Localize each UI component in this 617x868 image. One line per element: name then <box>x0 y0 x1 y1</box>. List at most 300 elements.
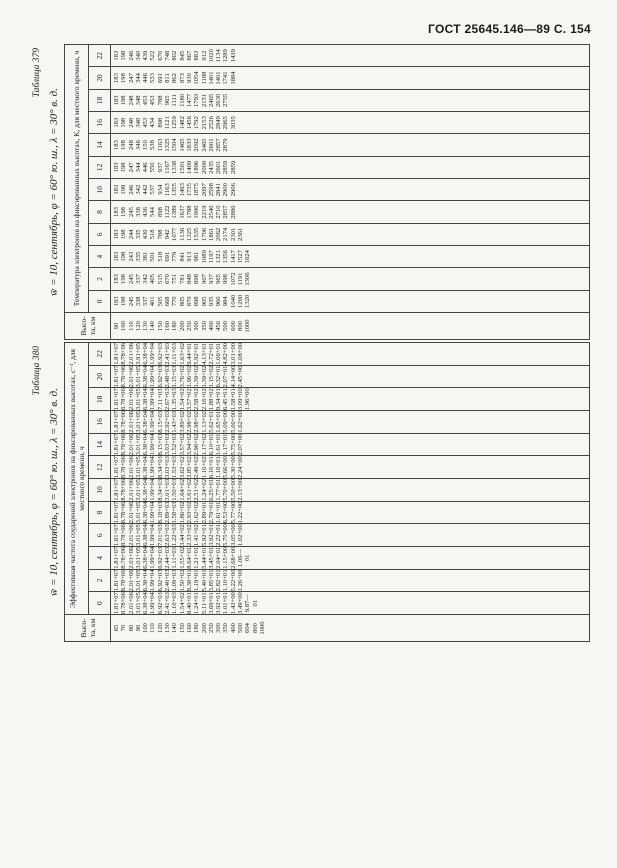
table-value: 912 <box>200 50 208 61</box>
table-value: 2857 <box>222 205 230 219</box>
hour-column-header: 4 <box>89 547 111 570</box>
table-value: 2.13+00 <box>237 478 245 501</box>
table-value: 691 <box>164 251 172 262</box>
table-value: 2.01+06 <box>127 388 135 411</box>
table-value: 2.96+02 <box>193 433 201 456</box>
table-value: 3.57+02 <box>178 433 186 456</box>
value-column-cell <box>111 479 590 502</box>
table-value: 2.58+02 <box>193 388 201 411</box>
table-value: 1482 <box>178 116 186 130</box>
table-value: 9.87—01 <box>244 594 259 613</box>
value-column-cell <box>111 524 590 547</box>
table-value: 5.75+00 <box>222 524 230 547</box>
table-value: 2.01+06 <box>127 410 135 433</box>
table-value: 2.92+03 <box>164 410 172 433</box>
value-column-cell <box>111 45 590 67</box>
table-value: 335 <box>134 251 142 262</box>
table-value: 841 <box>178 251 186 262</box>
table-value: 348 <box>134 117 142 128</box>
table-value: 2.41+03 <box>164 342 172 365</box>
table-value: 335 <box>134 229 142 240</box>
table-value: 2.01+06 <box>127 478 135 501</box>
table-value: 8.78+06 <box>120 410 128 433</box>
hour-column-header: 22 <box>89 45 111 67</box>
table-value: 1527 <box>237 250 245 264</box>
table-value: 1200 <box>237 294 245 308</box>
table-value: 848 <box>185 274 193 284</box>
table-value: 1833 <box>185 138 193 152</box>
hour-column-header: 0 <box>89 592 111 615</box>
height-values-cell <box>111 313 590 340</box>
hour-column-header: 0 <box>89 290 111 312</box>
table-value: 243 <box>127 251 135 262</box>
table-value: 522 <box>149 50 157 61</box>
table-value: 198 <box>120 251 128 262</box>
table-value: 1637 <box>178 205 186 219</box>
hour-column-header: 10 <box>89 479 111 502</box>
table-value: 1.99+04 <box>149 456 157 479</box>
table-value: 9.34+01 <box>215 388 223 411</box>
table-value: 2.98+02 <box>185 410 193 433</box>
table-value: 3.01+05 <box>134 546 142 569</box>
table-value: 439 <box>142 50 150 61</box>
table-value: 2153 <box>200 116 208 130</box>
table-value: 1136 <box>178 227 186 241</box>
table-value: 453 <box>142 95 150 106</box>
table-value: 5.22+00 <box>229 569 237 592</box>
value-column-cell <box>111 246 590 268</box>
table-value: 2710 <box>215 205 223 219</box>
table-value: 518 <box>156 251 164 262</box>
table-value: 1.63+02 <box>178 342 186 365</box>
table-value: 913 <box>185 251 193 262</box>
table-value: 1.81+07 <box>113 592 120 614</box>
table-value: 2755 <box>222 93 230 107</box>
table-value: 246 <box>127 50 135 61</box>
table-value: 2.04+01 <box>215 546 223 569</box>
table-value: 6.16+01 <box>207 456 215 479</box>
height-value: 500 <box>237 623 245 633</box>
table-subtitle: Эффективная частота соударений электронов на фиксированных высотах, с⁻¹, для местного времени, ч <box>65 343 89 615</box>
table-value: 537 <box>149 184 157 195</box>
table-value: 1180 <box>178 93 186 107</box>
table-value: 1191 <box>237 272 245 286</box>
table-value: 6.38+04 <box>142 365 150 388</box>
table-value: 1401 <box>215 71 223 85</box>
table-value: 7.01+03 <box>156 524 164 547</box>
table-value: 6.38+04 <box>142 569 150 592</box>
table-value: 6.25+01 <box>207 478 215 501</box>
table-value: 1.54+02 <box>178 592 186 614</box>
table-value: 198 <box>120 296 128 307</box>
table-379-block <box>30 44 590 340</box>
table-value: 873 <box>178 73 186 83</box>
value-column-cell <box>111 592 590 615</box>
table-value: 898 <box>193 274 201 284</box>
height-value: 200 <box>200 623 208 633</box>
table-value: 5.92+01 <box>200 524 208 547</box>
table-value: 2.98+02 <box>193 410 201 433</box>
hour-column-header: 12 <box>89 156 111 178</box>
table-value: 1.88+02 <box>207 388 215 411</box>
table-value: 1.99+04 <box>149 546 157 569</box>
table-value: 505 <box>156 296 164 307</box>
table-value: 3.01+05 <box>134 410 142 433</box>
table-value: 248 <box>127 95 135 106</box>
table-value: 453 <box>142 117 150 128</box>
table-value: 2.01+06 <box>127 501 135 524</box>
table-value: 2857 <box>215 138 223 152</box>
table-value: 337 <box>134 274 142 284</box>
table-value: 3.89+02 <box>178 410 186 433</box>
table-value: 867 <box>185 50 193 61</box>
table-value: 981 <box>193 251 201 262</box>
table-380-block <box>30 342 590 642</box>
table-value: 183 <box>113 229 120 240</box>
table-value: 5.30+00 <box>229 456 237 479</box>
height-value: 140 <box>171 623 179 633</box>
table-value: 1197 <box>207 250 215 264</box>
table-value: 870 <box>185 296 193 307</box>
table-value: 1.81+07 <box>113 365 120 388</box>
table-value: 6.92+03 <box>156 342 164 365</box>
table-value: 3.01+05 <box>134 478 142 501</box>
table-value: 405 <box>149 274 157 284</box>
table-value: 2.45+00 <box>237 365 245 388</box>
table-value: 1134 <box>215 49 223 63</box>
table-value: 1.53+03 <box>171 456 179 479</box>
table-value: 1.21+01 <box>193 546 201 569</box>
table-value: 2.22+01 <box>215 524 223 547</box>
table-value: 1.99+04 <box>149 501 157 524</box>
table-value: 344 <box>134 162 142 173</box>
table-value: 802 <box>171 50 179 61</box>
table-value: 2841 <box>215 183 223 197</box>
height-value: 800 <box>237 321 245 331</box>
table-value: 2361 <box>237 227 245 241</box>
table-value: 3.61+02 <box>185 478 193 501</box>
table-value: 1.65+01 <box>215 410 223 433</box>
data-table <box>64 44 590 340</box>
table-value: 1.10+01 <box>222 569 230 592</box>
table-value: 2.82+01 <box>215 569 223 592</box>
table-value: 337 <box>142 296 150 307</box>
table-value: 1.02+00 <box>237 524 245 547</box>
table-value: 183 <box>113 117 120 128</box>
table-value: 770 <box>171 296 179 307</box>
table-value: 935 <box>207 296 215 307</box>
hour-column-header: 14 <box>89 134 111 156</box>
table-value: 338 <box>134 296 142 307</box>
table-value: 198 <box>120 73 128 83</box>
table-value: 1.81+07 <box>113 433 120 456</box>
table-value: 248 <box>127 117 135 128</box>
height-value: 300 <box>215 623 223 633</box>
height-value: 400 <box>229 623 237 633</box>
table-value: 1504 <box>171 138 179 152</box>
table-value: 1.39+02 <box>200 365 208 388</box>
value-column-cell <box>111 411 590 434</box>
table-value: 2465 <box>207 93 215 107</box>
height-value: 130 <box>142 321 150 331</box>
table-value: 937 <box>207 274 215 284</box>
table-value: 1.81+07 <box>113 569 120 592</box>
table-value: 2598 <box>207 183 215 197</box>
height-value: 120 <box>156 623 164 633</box>
table-value: 1163 <box>156 138 164 152</box>
table-value: 1054 <box>193 71 201 85</box>
height-value: 90 <box>113 322 120 330</box>
table-value: 1325 <box>185 227 193 241</box>
table-value: 8.78+06 <box>120 592 128 614</box>
table-value: 518 <box>149 229 157 240</box>
table-value: 1.15+00 <box>222 546 230 569</box>
table-value: 3.76+02 <box>178 365 186 388</box>
table-value: 501 <box>149 251 157 262</box>
table-value: 8.78+06 <box>120 365 128 388</box>
table-value: 4.14+00 <box>229 365 237 388</box>
table-value: 3.01+05 <box>134 592 142 614</box>
table-value: 198 <box>120 117 128 128</box>
table-value: 3.01+05 <box>134 524 142 547</box>
table-value: 2.24+00 <box>237 456 245 479</box>
height-value: 70 <box>120 624 128 632</box>
hour-column-header: 20 <box>89 365 111 388</box>
table-value: 2.01+06 <box>127 365 135 388</box>
table-value: 446 <box>142 162 150 173</box>
table-value: 788 <box>156 229 164 240</box>
table-value: 198 <box>120 229 128 240</box>
data-table <box>64 342 590 642</box>
table-value: 2.93+02 <box>185 501 193 524</box>
height-column-header: Высо- та, км <box>65 615 111 642</box>
hour-column-header: 8 <box>89 501 111 524</box>
hour-column-header: 14 <box>89 433 111 456</box>
table-value: 2906 <box>229 183 237 197</box>
height-value: 150 <box>156 321 164 331</box>
table-value: 183 <box>113 207 120 217</box>
table-value: 1.43+03 <box>171 410 179 433</box>
table-value: 2859 <box>222 160 230 174</box>
table-value: 2174 <box>222 227 230 241</box>
table-value: 1.81+07 <box>113 456 120 479</box>
table-value: 2965 <box>222 116 230 130</box>
height-value: 350 <box>222 623 230 633</box>
table-value: 381 <box>142 251 150 262</box>
table-value: 3.01+03 <box>164 478 172 501</box>
table-value: 2.01+06 <box>127 546 135 569</box>
table-value: 6.38+04 <box>142 524 150 547</box>
value-column-cell <box>111 223 590 245</box>
table-value: 183 <box>113 251 120 262</box>
table-value: 3.49+00 <box>237 592 245 614</box>
table-value: 1.64+02 <box>178 478 186 501</box>
table-value: 1.81+07 <box>113 501 120 524</box>
table-value: 2.01+06 <box>127 433 135 456</box>
value-column-cell <box>111 365 590 388</box>
height-value: 100 <box>142 623 150 633</box>
table-value: 1.99+04 <box>149 342 157 365</box>
table-value: 2900 <box>222 183 230 197</box>
table-value: 2.68+00 <box>229 546 237 569</box>
table-value: 1493 <box>178 183 186 197</box>
table-value: 1077 <box>171 227 179 241</box>
table-value: 1.08+00 <box>237 342 245 365</box>
hour-column-header: 2 <box>89 569 111 592</box>
table-value: 1.24+01 <box>193 592 201 614</box>
table-value: 2880 <box>229 205 237 219</box>
table-value: 2.01+06 <box>127 524 135 547</box>
table-value: 1.15+03 <box>171 365 179 388</box>
table-value: 8.15+03 <box>156 410 164 433</box>
table-value: 3.01+05 <box>134 501 142 524</box>
table-value: 247 <box>127 162 135 173</box>
table-value: 934 <box>156 184 164 195</box>
table-value: 3.91+05 <box>134 342 142 365</box>
table-value: 1417 <box>229 250 237 264</box>
table-value: 430 <box>142 229 150 240</box>
table-value: 6.38+04 <box>142 456 150 479</box>
table-value: 1456 <box>185 116 193 130</box>
table-value: 198 <box>120 50 128 61</box>
table-value: 348 <box>134 95 142 106</box>
table-value: 245 <box>127 274 135 284</box>
table-value: 5.09+00 <box>222 410 230 433</box>
table-value: 898 <box>156 117 164 128</box>
table-value: 1.99+04 <box>149 592 157 614</box>
table-value: 1.77+01 <box>215 478 223 501</box>
table-value: 1.55+02 <box>178 546 186 569</box>
table-value: 1.61+01 <box>215 501 223 524</box>
table-value: 8.78+06 <box>120 388 128 411</box>
table-value: 2.40+03 <box>164 569 172 592</box>
table-value: 198 <box>120 207 128 217</box>
table-value: 1465 <box>178 138 186 152</box>
hour-column-header: 18 <box>89 89 111 111</box>
table-value: 3.44+02 <box>178 524 186 547</box>
height-value: 600 <box>229 321 237 331</box>
height-column-header: Высо- та, км <box>65 313 111 340</box>
table-value: 6.45+01 <box>222 388 230 411</box>
table-value: 1111 <box>171 94 179 107</box>
height-values-cell <box>111 615 590 642</box>
table-value: 1706 <box>200 227 208 241</box>
table-value: 183 <box>113 140 120 150</box>
table-value: 4.13+01 <box>200 342 208 365</box>
table-value: 5.77+00 <box>229 501 237 524</box>
height-value: 200 <box>178 321 186 331</box>
table-value: 6.92+03 <box>156 365 164 388</box>
table-value: 1.06+01 <box>215 342 223 365</box>
table-value: 1.81+07 <box>113 388 120 411</box>
table-value: 3.01+05 <box>134 433 142 456</box>
height-value: 80 <box>127 624 135 632</box>
table-value: 1.41+02 <box>193 524 201 547</box>
height-value: 160 <box>185 623 193 633</box>
table-value: 3.85+02 <box>185 456 193 479</box>
table-value: 344 <box>134 73 142 83</box>
table-value: 8.64+01 <box>185 546 193 569</box>
hour-column-header: 8 <box>89 201 111 223</box>
table-value: 937 <box>156 162 164 173</box>
table-value: 453 <box>149 95 157 106</box>
table-value: 998 <box>222 274 230 284</box>
table-value: 446 <box>142 73 150 83</box>
table-value: 544 <box>149 207 157 217</box>
table-value: 338 <box>134 207 142 217</box>
hour-column-header: 16 <box>89 411 111 434</box>
table-value: 2092 <box>193 138 201 152</box>
table-value: 907 <box>200 274 208 284</box>
table-value: 8.78+06 <box>120 478 128 501</box>
hour-column-header: 12 <box>89 456 111 479</box>
table-value: 5.00+00 <box>229 410 237 433</box>
table-value: 2.01+06 <box>127 456 135 479</box>
table-value: 1072 <box>229 272 237 286</box>
table-value: 2097 <box>200 183 208 197</box>
table-value: 1040 <box>229 294 237 308</box>
table-value: 245 <box>127 207 135 217</box>
table-value: 8.78+06 <box>120 501 128 524</box>
table-value: 1121 <box>164 116 172 130</box>
table-value: 942 <box>164 229 172 240</box>
value-column-cell <box>111 547 590 570</box>
table-value: 8.78+06 <box>120 342 128 365</box>
table-value: 6.38+04 <box>142 388 150 411</box>
table-value: 1.81+07 <box>113 410 120 433</box>
table-value: 1501 <box>178 160 186 174</box>
table-value: 1306 <box>244 272 252 286</box>
table-value: 748 <box>164 50 172 61</box>
height-value: 110 <box>127 321 135 331</box>
table-value: 8.78+06 <box>120 433 128 456</box>
table-value: 670 <box>164 274 172 284</box>
table-value: 2.07+01 <box>222 365 230 388</box>
table-value: 340 <box>134 50 142 61</box>
table-value: 3.85+01 <box>207 569 215 592</box>
table-value: 5.66+00 <box>222 456 230 479</box>
value-column-cell <box>111 433 590 456</box>
table-value: 6.92+03 <box>156 592 164 614</box>
table-value: 5.62+01 <box>207 410 215 433</box>
table-value: 1.35+03 <box>171 388 179 411</box>
table-value: 3.45+01 <box>207 546 215 569</box>
table-value: 8.34+03 <box>156 478 164 501</box>
table-value: 1.17+02 <box>200 433 208 456</box>
table-value: 436 <box>142 207 150 217</box>
table-value: 2540 <box>207 205 215 219</box>
table-value: 3.01+05 <box>134 456 142 479</box>
table-value: 905 <box>200 296 208 307</box>
height-value: 250 <box>207 623 215 633</box>
table-value: 8.78+06 <box>120 524 128 547</box>
table-value: 691 <box>156 73 164 83</box>
table-value: 3.69+01 <box>207 592 215 614</box>
hour-column-header: 22 <box>89 343 111 366</box>
table-value: 3035 <box>229 116 237 130</box>
table-value: 1338 <box>171 160 179 174</box>
table-value: 960 <box>215 296 223 307</box>
table-value: 3.94+02 <box>185 433 193 456</box>
table-value: 845 <box>178 50 186 61</box>
table-value: 1163 <box>164 183 172 197</box>
height-value: 450 <box>215 321 223 331</box>
value-column-cell <box>111 112 590 134</box>
value-column-cell <box>111 343 590 366</box>
table-value: 2630 <box>215 93 223 107</box>
table-value: 1.81+07 <box>113 478 120 501</box>
table-value: 1.86+02 <box>178 501 186 524</box>
